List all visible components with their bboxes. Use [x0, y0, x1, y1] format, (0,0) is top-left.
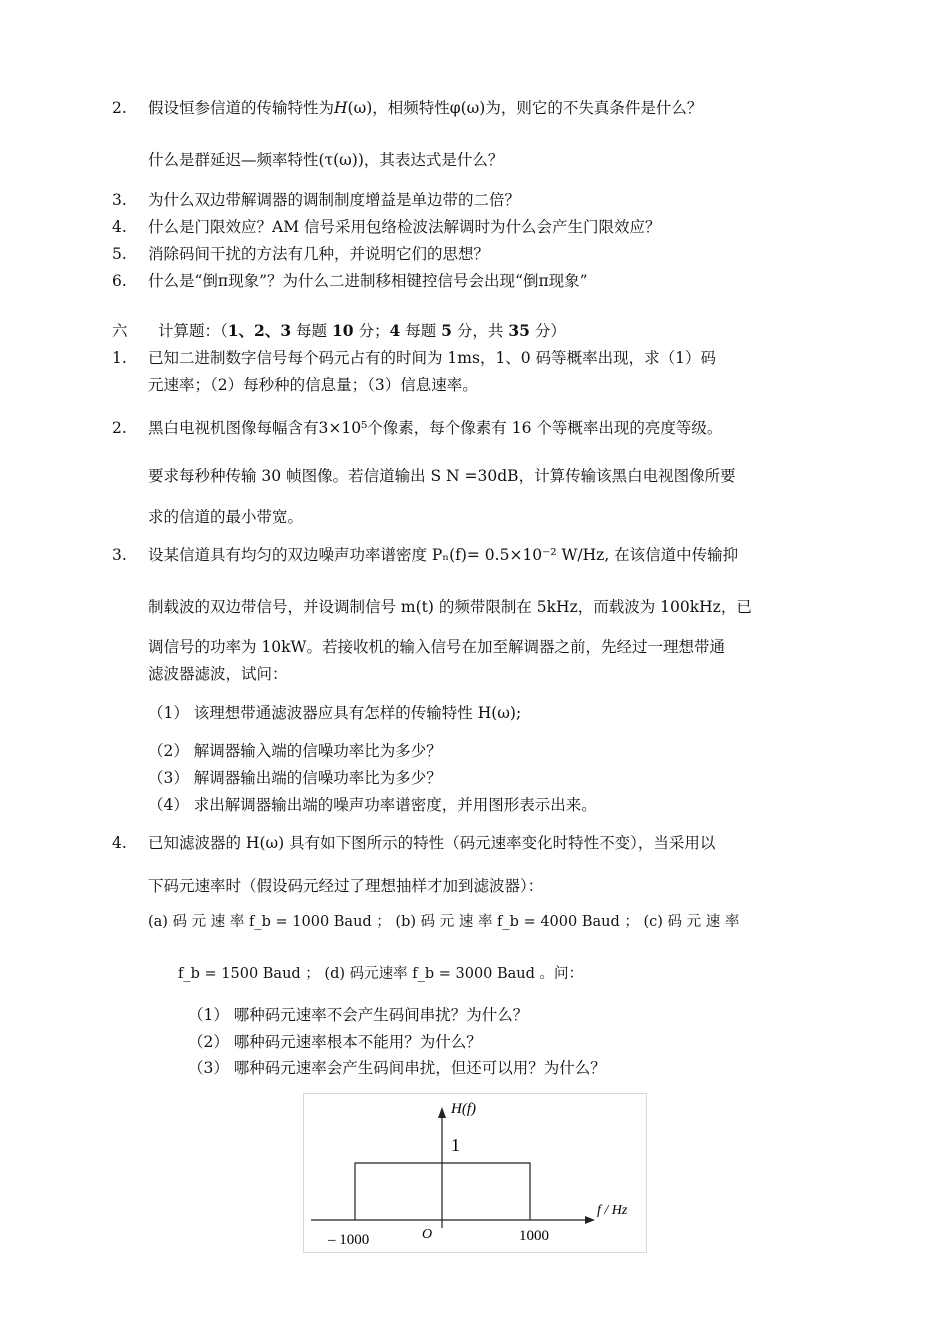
- filter-response-figure: [303, 1093, 647, 1253]
- title-part: 分，共: [451, 322, 509, 340]
- y-axis-arrow: [438, 1107, 446, 1118]
- q2-line2: 什么是群延迟—频率特性(τ(ω))，其表达式是什么？: [148, 151, 504, 169]
- p4-line3: (a) 码 元 速 率 f_b = 1000 Baud ； (b) 码 元 速 率 f_b = 4000 Baud ； (c) 码 元 速 率: [148, 914, 740, 930]
- title-part: 每题: [400, 322, 442, 340]
- section6-title: [158, 321, 566, 341]
- section6-label: 六: [112, 322, 128, 340]
- title-part-bold: 1、2、3: [227, 321, 292, 340]
- q5-text: 消除码间干扰的方法有几种，并说明它们的思想？: [148, 245, 490, 263]
- title-part-bold: 35: [508, 321, 530, 340]
- filter-response-svg: [303, 1093, 647, 1253]
- q4-number: 4.: [112, 218, 127, 236]
- p3-sub1: （1） 该理想带通滤波器应具有怎样的传输特性 H(ω);: [148, 704, 522, 722]
- x-axis-arrow: [585, 1216, 595, 1224]
- q4-text: 什么是门限效应？AM 信号采用包络检波法解调时为什么会产生门限效应？: [148, 218, 661, 236]
- q2-line1: 假设恒参信道的传输特性为𝐻(ω)，相频特性φ(ω)为，则它的不失真条件是什么？: [148, 99, 703, 117]
- level-label: 1: [451, 1135, 460, 1155]
- title-part: 计算题：（: [158, 322, 228, 340]
- p3-line1: 设某信道具有均匀的双边噪声功率谱密度 Pₙ(f)= 0.5×10⁻² W/Hz, 在该信道中传输抑: [148, 546, 739, 564]
- q6-text: 什么是“倒π现象”？为什么二进制移相键控信号会出现“倒π现象”: [148, 272, 588, 290]
- origin-label: O: [422, 1227, 433, 1242]
- y-axis-label: H(f): [451, 1101, 476, 1117]
- p1-line2: 元速率；（2）每秒种的信息量；（3）信息速率。: [148, 376, 478, 394]
- title-part: 分）: [529, 322, 566, 340]
- right-tick-label: 1000: [519, 1228, 549, 1244]
- title-part-bold: 4: [389, 321, 401, 340]
- p4-sub3: （3） 哪种码元速率会产生码间串扰，但还可以用？为什么？: [188, 1059, 606, 1077]
- p3-number: 3.: [112, 546, 127, 564]
- p1-number: 1.: [112, 349, 127, 367]
- q3-text: 为什么双边带解调器的调制制度增益是单边带的二倍？: [148, 191, 521, 209]
- p3-sub4: （4） 求出解调器输出端的噪声功率谱密度，并用图形表示出来。: [148, 796, 597, 814]
- title-part: 分；: [353, 322, 390, 340]
- p3-line2: 制载波的双边带信号，并设调制信号 m(t) 的频带限制在 5kHz，而载波为 100kHz，已: [148, 598, 752, 616]
- q2-number: 2.: [112, 99, 127, 117]
- p3-sub2: （2） 解调器输入端的信噪功率比为多少？: [148, 742, 442, 760]
- p2-line2: 要求每秒种传输 30 帧图像。若信道输出 S N =30dB，计算传输该黑白电视图像所要: [148, 467, 736, 485]
- p2-line3: 求的信道的最小带宽。: [148, 508, 304, 526]
- p4-sub1: （1） 哪种码元速率不会产生码间串扰？为什么？: [188, 1006, 529, 1024]
- p3-sub3: （3） 解调器输出端的信噪功率比为多少？: [148, 769, 442, 787]
- title-part-bold: 5: [441, 321, 452, 340]
- q6-number: 6.: [112, 272, 127, 290]
- p4-line4: f_b = 1500 Baud ； (d) 码元速率 f_b = 3000 Baud 。问：: [178, 966, 584, 982]
- x-axis-label: f / Hz: [597, 1203, 628, 1218]
- p4-sub2: （2） 哪种码元速率根本不能用？为什么？: [188, 1033, 482, 1051]
- p4-line2: 下码元速率时（假设码元经过了理想抽样才加到滤波器）：: [148, 877, 544, 895]
- p3-line3: 调信号的功率为 10kW。若接收机的输入信号在加至解调器之前，先经过一理想带通: [148, 638, 725, 656]
- q5-number: 5.: [112, 245, 127, 263]
- title-part: 每题: [291, 322, 332, 340]
- p4-line1: 已知滤波器的 H(ω) 具有如下图所示的特性（码元速率变化时特性不变），当采用以: [148, 834, 716, 852]
- p3-line4: 滤波器滤波，试问：: [148, 665, 288, 683]
- q3-number: 3.: [112, 191, 127, 209]
- p4-number: 4.: [112, 834, 127, 852]
- left-tick-label: – 1000: [328, 1232, 370, 1248]
- p2-line1: 黑白电视机图像每幅含有3×10⁵个像素，每个像素有 16 个等概率出现的亮度等级。: [148, 419, 723, 437]
- p1-line1: 已知二进制数字信号每个码元占有的时间为 1ms，1、0 码等概率出现，求（1）码: [148, 349, 716, 367]
- p2-number: 2.: [112, 419, 127, 437]
- title-part-bold: 10: [331, 321, 354, 340]
